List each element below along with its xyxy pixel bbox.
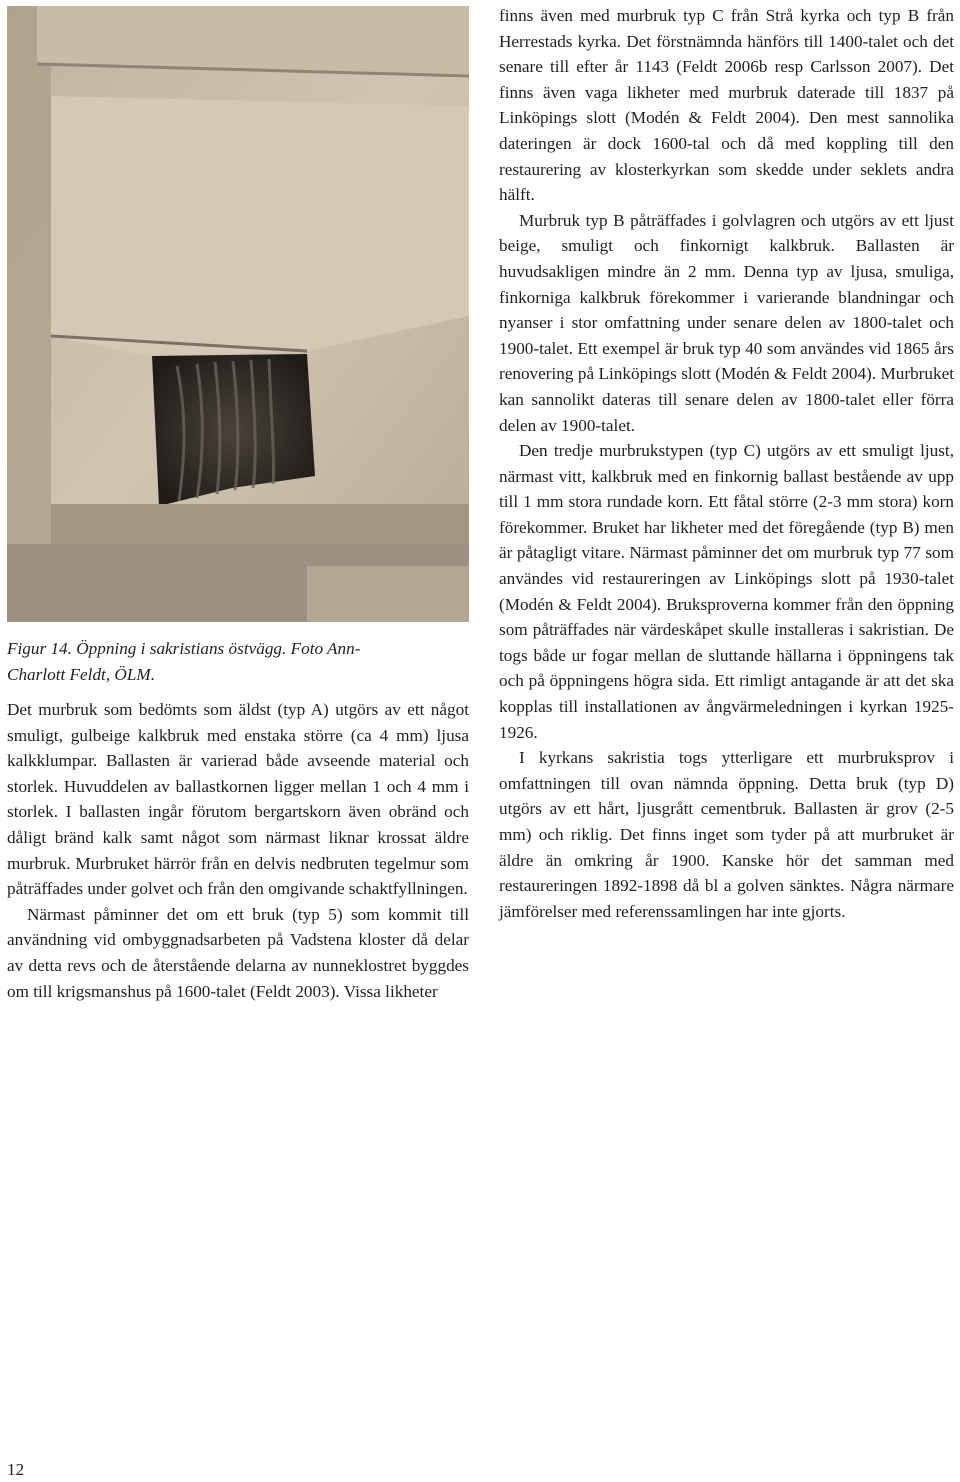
page-number: 12 [7,1460,25,1479]
paragraph: Närmast påminner det om ett bruk (typ 5) som kommit till användning vid ombyggnadsarbeten på Vadstena kloster då delar av detta revs och de återstående delarna av nunneklostret byggdes om till krigsmanshus på 1600-talet (Feldt 2003). Vissa likheter [7,904,469,1001]
figure-caption [7,636,469,688]
floor-plinth [51,504,469,544]
paragraph: Murbruk typ B påträffades i golvlagren och utgörs av ett ljust beige, smuligt och finkornigt kalkbruk. Ballasten är huvudsakligen mindre än 2 mm. Denna typ av ljusa, smuliga, finkorniga kalkbruk förekommer i varierande blandningar och nyanser i stor omfattning under senare delen av 1800-talet och 1900-talet. Ett exempel är bruk typ 40 som användes vid 1865 års renovering på Linköpings slott (Modén & Feldt 2004). Murbruket kan sannolikt dateras till senare delen av 1800-talet eller förra delen av 1900-talet. [499,210,954,435]
paragraph: Det murbruk som bedömts som äldst (typ A) utgörs av ett något smuligt, gulbeige kalkbruk med enstaka större (ca 4 mm) ljusa kalkklumpar. Ballasten är varierad både avseende material och storlek. Huvuddelen av ballastkornen ligger mellan 1 och 4 mm i storlek. I ballasten ingår förutom bergartskorn även obränd och dåligt bränd kalk samt något som närmast liknar krossat äldre murbruk. Murbruket härrör från en delvis nedbruten tegelmur som påträffades under golvet och från den omgivande schaktfyllningen. [7,700,469,899]
figure-photo [7,6,469,622]
paragraph: I kyrkans sakristia togs ytterligare ett murbruksprov i omfattningen till ovan nämnda öppning. Detta bruk (typ D) utgörs av ett hårt, ljusgrått cementbruk. Ballasten är grov (2-5 mm) och riklig. Det finns inget som tyder på att murbruket är äldre än omkring år 1900. Kanske hör det samman med restaureringen 1892-1898 då bl a golven sänktes. Några närmare jämförelser med referenssamlingen har inte gjorts. [499,748,954,921]
floor-highlight [307,566,469,622]
left-wall-edge [7,6,51,622]
right-text-column [499,3,954,924]
caption-line-2: Charlott Feldt, ÖLM. [7,665,156,684]
middle-stone-slab [51,96,469,356]
paragraph: Den tredje murbrukstypen (typ C) utgörs av ett smuligt ljust, närmast vitt, kalkbruk med en finkornig ballast bestående av upp till 1 mm stora rundade korn. Ett fåtal större (2-3 mm stora) korn förekommer. Bruket har likheter med det föregående (typ B) men är påtagligt vitare. Närmast påminner det om murbruk typ 77 som användes vid restaureringen av Linköpings slott på 1930-talet (Modén & Feldt 2004). Bruksproverna kommer från den öppning som påträffades när värdeskåpet skulle installeras i sakristian. De togs både ur fogar mellan de sluttande hällarna i öppningens tak och på öppningens högra sida. Ett rimligt antagande är att det ska kopplas till installationen av ångvärmeledningen i kyrkan 1925-1926. [499,441,954,742]
caption-line-1: Figur 14. Öppning i sakristians östvägg. Foto Ann- [7,639,361,658]
paragraph: finns även med murbruk typ C från Strå kyrka och typ B från Herrestads kyrka. Det förstnämnda hänförs till 1400-talet och det senare till efter år 1143 (Feldt 2006b resp Carlsson 2007). Det finns även vaga likheter med murbruk daterade till 1837 på Linköpings slott (Modén & Feldt 2004). Den mest sannolika dateringen är dock 1600-tal och då med koppling till den restaurering av klosterkyrkan som skedde under seklets andra hälft. [499,6,954,205]
left-text-column [7,697,469,1004]
